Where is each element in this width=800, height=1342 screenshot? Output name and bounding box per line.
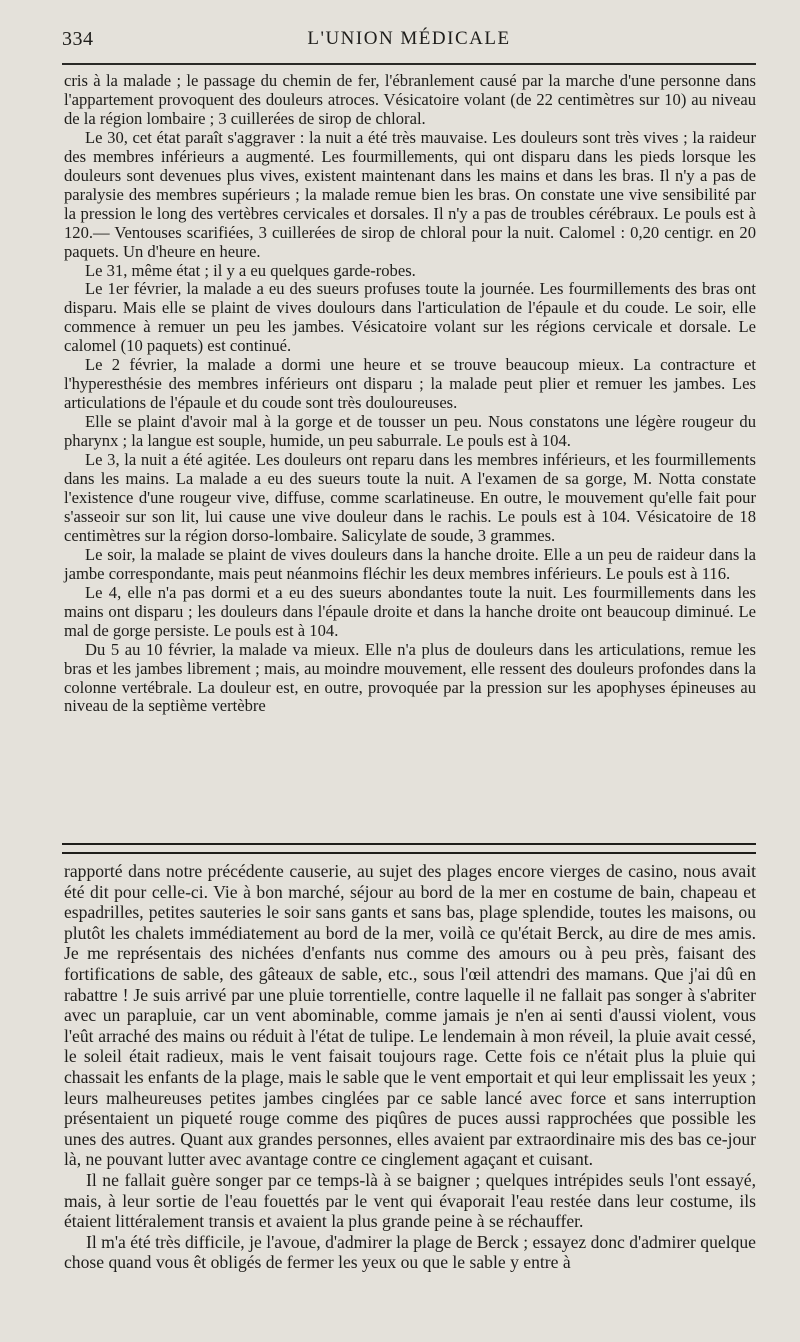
feuilleton-body — [64, 861, 756, 1273]
article-paragraph: Le 2 février, la malade a dormi une heure et se trouve beaucoup mieux. La contracture et l'hyperesthésie des membres inférieurs ont disparu ; la malade peut plier et remuer les jambes. Les articulations de l'épaule et du coude sont très douloureuses. — [64, 355, 756, 413]
header-rule — [62, 63, 756, 65]
feuilleton-paragraph: rapporté dans notre précédente causerie, au sujet des plages encore vierges de casino, nous avait été dit pour celle-ci. Vie à bon marché, séjour au bord de la mer en costume de bain, chapeau et espadrilles, petites sauteries le soir sans gants et sans bas, plage splendide, toutes les maisons, ou plutôt les chalets immédiatement au bord de la mer, voilà ce qu'était Berck, au dire de mes amis. Je me représentais des nichées d'enfants nus comme des amours ou à peu près, faisant des fortifications de sable, des gâteaux de sable, etc., sous l'œil attendri des mamans. Que j'ai dû en rabattre ! Je suis arrivé par une pluie torrentielle, contre laquelle il ne fallait pas songer à s'abriter avec un parapluie, car un vent abominable, comme jamais je n'en ai senti d'aussi violent, vous l'eût arraché des mains ou réduit à l'état de tulipe. Le lendemain à mon réveil, la pluie avait cessé, le soleil était radieux, mais le vent faisait toujours rage. Cette fois ce n'était plus la pluie qui chassait les enfants de la plage, mais le sable que le vent emportait et qui leur emplissait les yeux ; leurs malheureuses petites jambes cinglées par ce sable lancé avec force et sans interruption présentaient un piqueté rouge comme des piqûres de puces aussi rapprochées que possible les unes des autres. Quant aux grandes personnes, elles avaient par extraordinaire mis des bas ce-jour là, ne pouvant lutter avec avantage contre ce cinglement agaçant et cuisant. — [64, 861, 756, 1170]
article-paragraph: Le soir, la malade se plaint de vives douleurs dans la hanche droite. Elle a un peu de raideur dans la jambe correspondante, mais peut néanmoins fléchir les deux membres inférieurs. Le pouls est à 116. — [64, 544, 756, 583]
article-paragraph: Le 4, elle n'a pas dormi et a eu des sueurs abondantes toute la nuit. Les fourmillements dans les mains ont disparu ; les douleurs dans l'épaule droite et dans la hanche droite ont beaucoup diminué. Le mal de gorge persiste. Le pouls est à 104. — [64, 582, 756, 640]
feuilleton-separator — [62, 843, 756, 854]
article-paragraph: Le 1er février, la malade a eu des sueurs profuses toute la journée. Les fourmillements des bras ont disparu. Mais elle se plaint de vives doulours dans l'articulation de l'épaule et du coude. Le soir, elle commence à remuer un peu les jambes. Vésicatoire volant sur les régions cervicale et dorsale. Le calomel (10 paquets) est continué. — [64, 279, 756, 356]
feuilleton-paragraph: Il ne fallait guère songer par ce temps-là à se baigner ; quelques intrépides seuls l'ont essayé, mais, à leur sortie de l'eau fouettés par le vent qui évaporait l'eau restée dans leur costume, ils étaient littéralement transis et avaient la plus grande peine à se réchauffer. — [64, 1169, 756, 1232]
running-title: L'UNION MÉDICALE — [307, 28, 511, 49]
article-paragraph: Le 3, la nuit a été agitée. Les douleurs ont reparu dans les membres inférieurs, et les fourmillements dans les mains. La malade a eu des sueurs toute la nuit. A l'examen de sa gorge, M. Notta constate l'existence d'une rougeur vive, diffuse, comme scarlatineuse. En outre, le mouvement qu'elle fait pour s'asseoir sur son lit, lui cause une vive douleur dans le rachis. Le pouls est à 104. Vésicatoire de 18 centimètres sur la région dorso-lombaire. Salicylate de soude, 3 grammes. — [64, 450, 756, 545]
article-body — [64, 72, 756, 716]
page-number: 334 — [62, 28, 94, 50]
article-paragraph: Le 31, même état ; il y a eu quelques garde-robes. — [85, 260, 416, 280]
feuilleton-paragraph: Il m'a été très difficile, je l'avoue, d'admirer la plage de Berck ; essayez donc d'admirer quelque chose quand vous êt obligés de fermer les yeux ou que le sable y entre à — [64, 1231, 756, 1273]
page-header — [62, 28, 756, 52]
article-paragraph: Du 5 au 10 février, la malade va mieux. Elle n'a plus de douleurs dans les articulations, remue les bras et les jambes librement ; mais, au moindre mouvement, elle ressent des douleurs profondes dans la colonne vertébrale. La douleur est, en outre, provoquée par la pression sur les apophyses épineuses au niveau de la septième vertèbre — [64, 639, 756, 716]
article-paragraph: Le 30, cet état paraît s'aggraver : la nuit a été très mauvaise. Les douleurs sont très vives ; la raideur des membres inférieurs a augmenté. Les fourmillements, qui ont disparu dans les pieds lorsque les douleurs sont devenues plus vives, existent maintenant dans les mains et dans les bras. Il n'y a pas de paralysie des membres supérieurs ; la malade remue bien les bras. On constate une vive sensibilité par la pression le long des vertèbres cervicales et dorsales. Il n'y a pas de troubles cérébraux. Le pouls est à 120.— Ventouses scarifiées, 3 cuillerées de sirop de chloral pour la nuit. Calomel : 0,20 centigr. en 20 paquets. Un d'heure en heure. — [64, 127, 756, 261]
article-paragraph: Elle se plaint d'avoir mal à la gorge et de tousser un peu. Nous constatons une légère rougeur du pharynx ; la langue est souple, humide, un peu saburrale. Le pouls est à 104. — [64, 412, 756, 451]
article-paragraph: cris à la malade ; le passage du chemin de fer, l'ébranlement causé par la marche d'une personne dans l'appartement provoquent des douleurs atroces. Vésicatoire volant (de 22 centimètres sur 10) au niveau de la région lombaire ; 3 cuillerées de sirop de chloral. — [64, 71, 756, 128]
